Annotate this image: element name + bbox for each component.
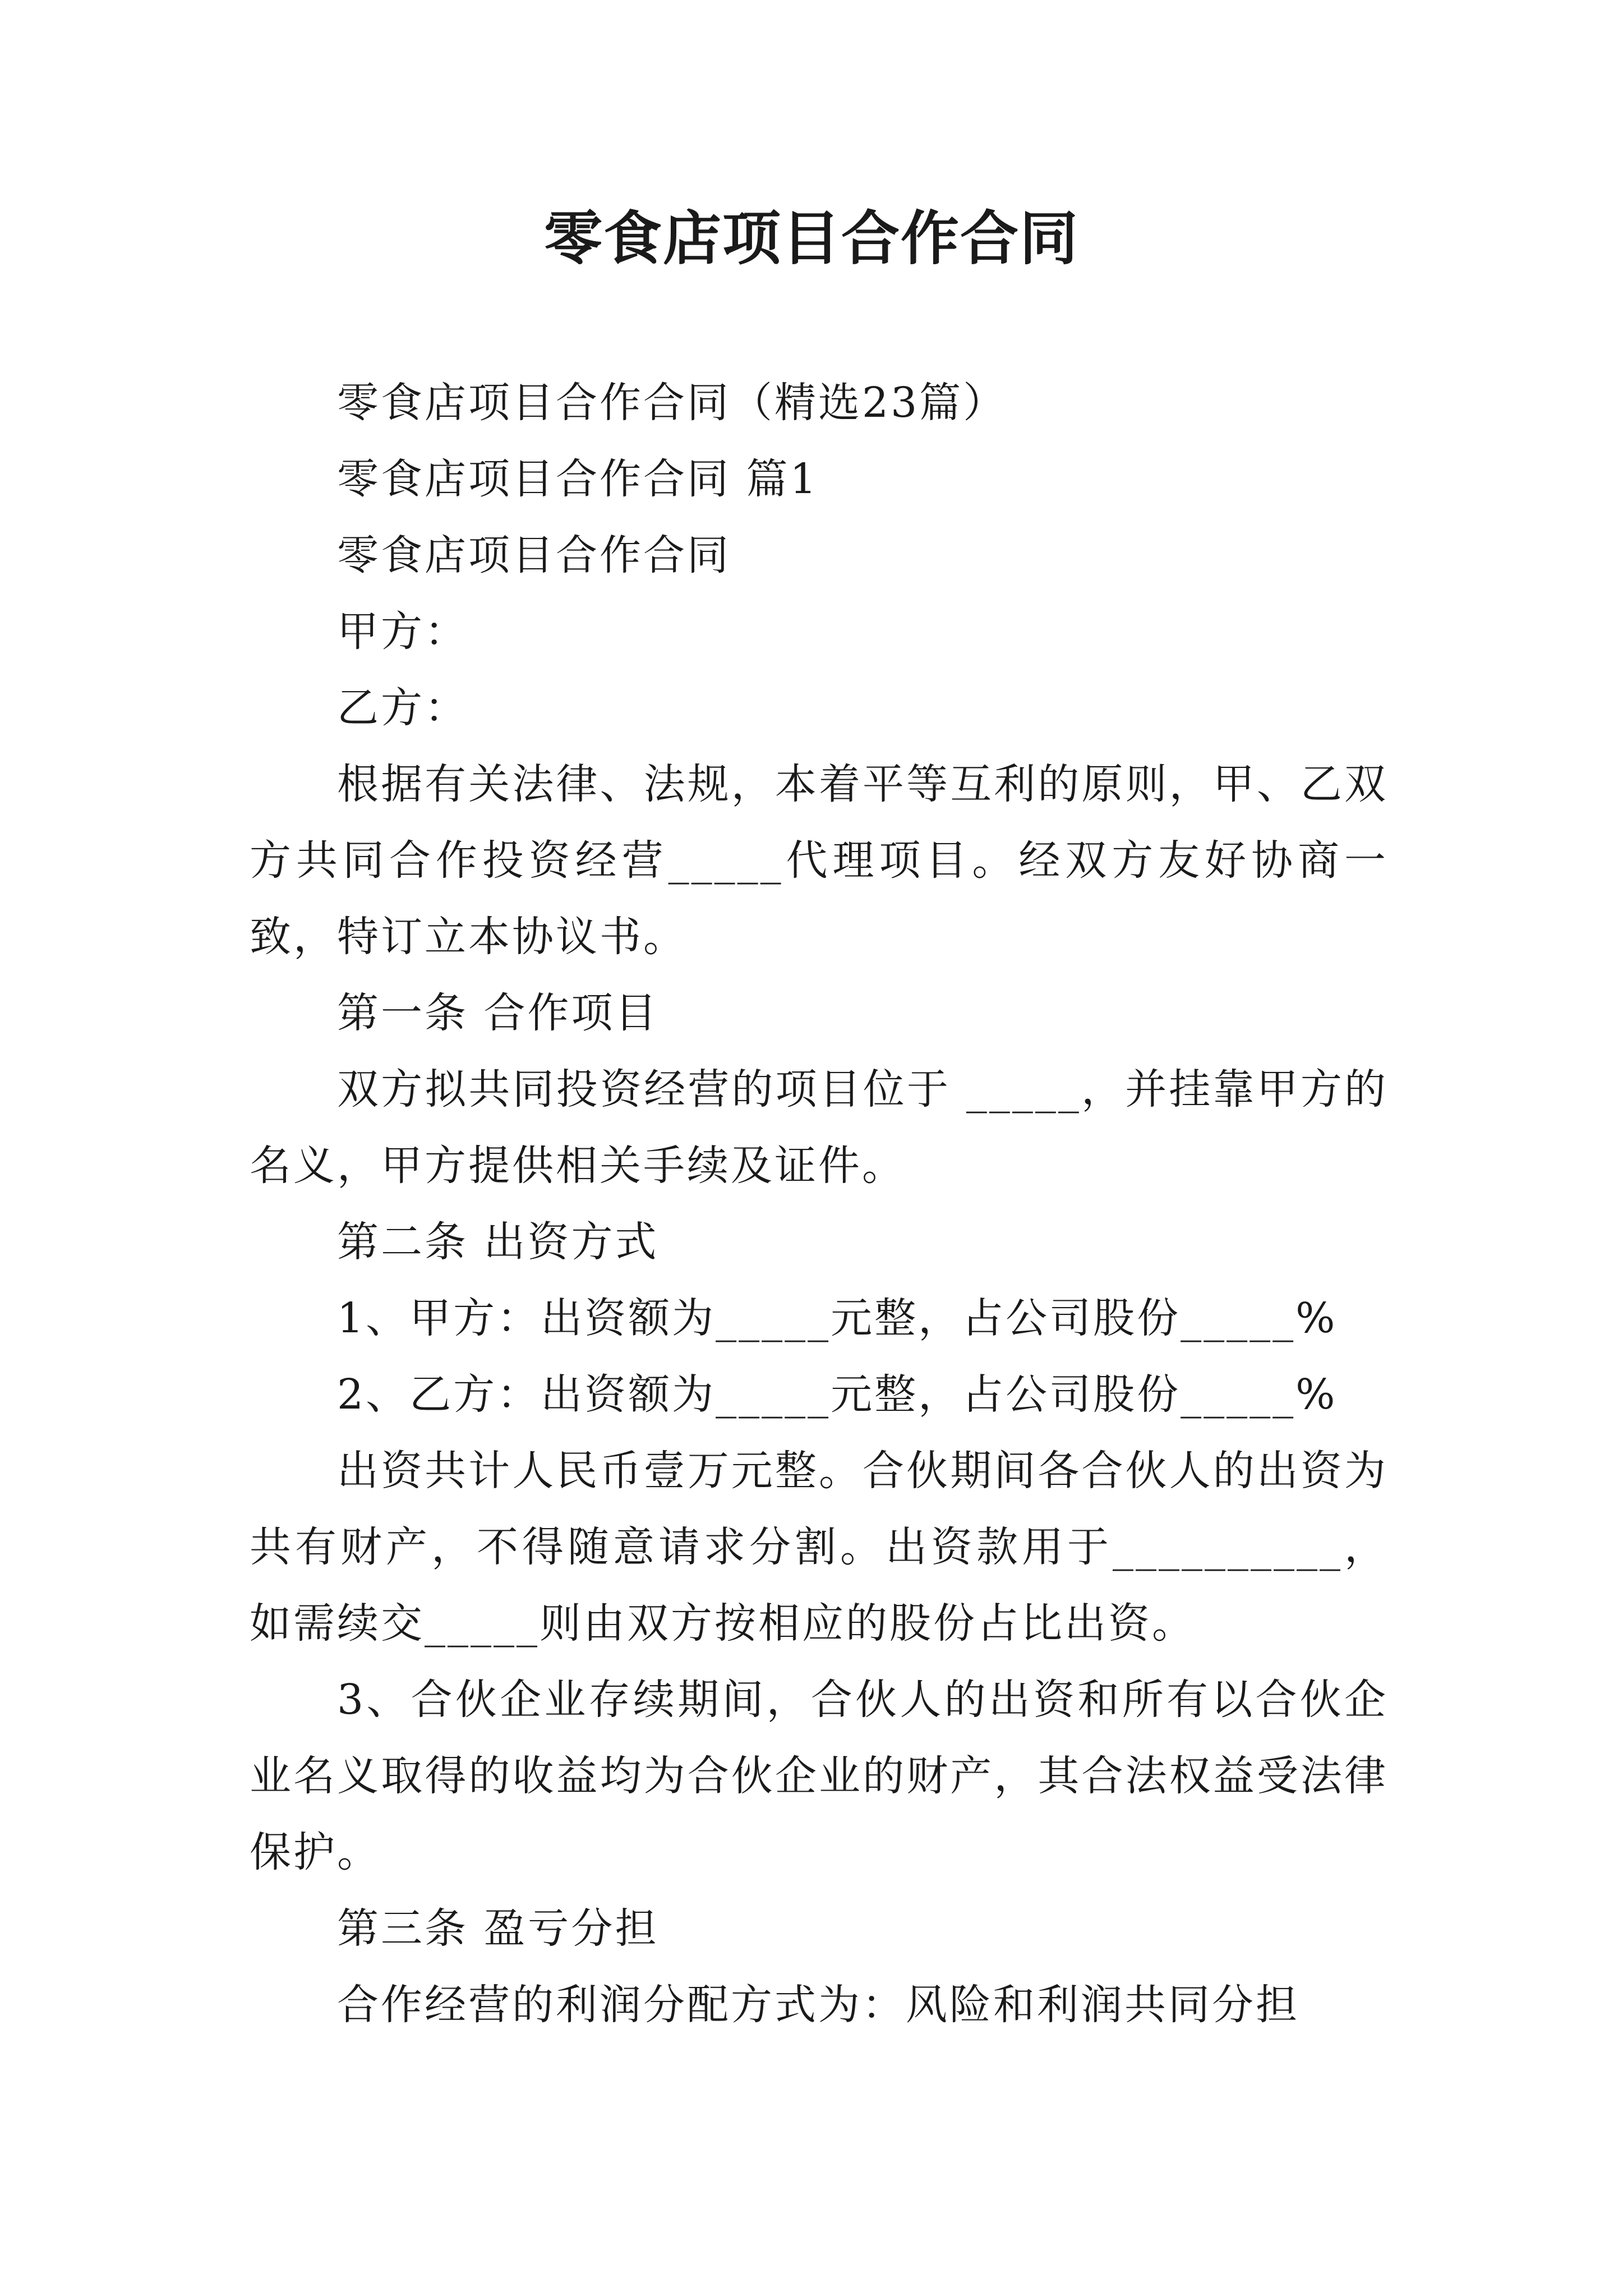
party-a-line: 甲方：	[337, 608, 468, 656]
article-2-heading: 第二条 出资方式	[337, 1218, 659, 1266]
article-2-item-2: 2、乙方：出资额为_____元整，占公司股份_____%	[337, 1370, 1338, 1419]
collection-heading: 零食店项目合作合同（精选23篇）	[337, 379, 1007, 427]
party-b-line: 乙方：	[337, 684, 468, 732]
article-1-paragraph: 双方拟共同投资经营的项目位于 _____，并挂靠甲方的名义，甲方提供相关手续及证件。	[250, 1065, 1388, 1190]
preamble-paragraph: 根据有关法律、法规，本着平等互利的原则，甲、乙双方共同合作投资经营_____代理项目。经双方友好协商一致，特订立本协议书。	[250, 760, 1388, 961]
article-number-heading: 零食店项目合作合同 篇1	[337, 455, 819, 503]
article-1-heading: 第一条 合作项目	[337, 989, 659, 1037]
contract-name: 零食店项目合作合同	[337, 531, 731, 579]
document-body	[250, 365, 1388, 2043]
article-2-item-1: 1、甲方：出资额为_____元整，占公司股份_____%	[337, 1294, 1338, 1342]
article-3-heading: 第三条 盈亏分担	[337, 1904, 659, 1953]
document-title: 零食店项目合作合同	[543, 204, 1079, 273]
article-2-item-3: 3、合伙企业存续期间，合伙人的出资和所有以合伙企业名义取得的收益均为合伙企业的财产，其合法权益受法律保护。	[250, 1676, 1388, 1876]
article-2-paragraph: 出资共计人民币壹万元整。合伙期间各合伙人的出资为共有财产，不得随意请求分割。出资款用于__________，如需续交_____则由双方按相应的股份占比出资。	[250, 1447, 1388, 1648]
article-3-paragraph: 合作经营的利润分配方式为：风险和利润共同分担	[337, 1981, 1299, 2029]
